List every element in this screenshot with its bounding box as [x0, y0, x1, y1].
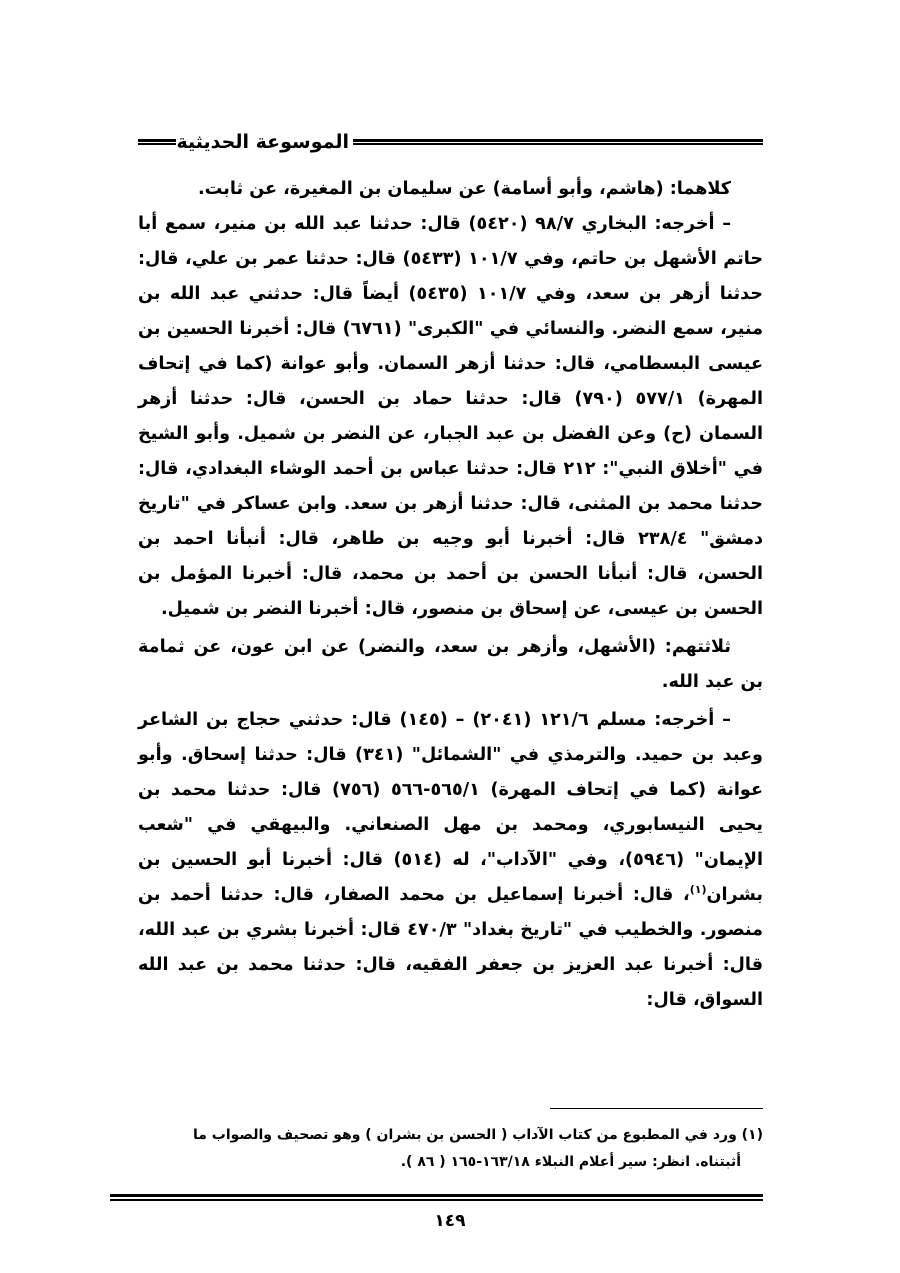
- text-line: المهرة) ٥٧٧/١ (٧٩٠) قال: حدثنا حماد بن الحسن، قال: حدثنا أزهر السمان: [138, 389, 764, 444]
- footnotes: [138, 1122, 763, 1176]
- text-line: قال: حدثنا أزهر بن سعد، وفي ١٠١/٧ (٥٤٣٥) أيضاً قال: حدثني عبد الله: [138, 249, 763, 304]
- text-line: منصور، قال: أخبرنا النضر بن شميل.: [160, 599, 475, 619]
- text-line: بن أحمد بن محمد، قال: أخبرنا المؤمل بن الحسن بن عيسى، عن إسحاق بن: [138, 564, 763, 619]
- paragraph-4: [138, 703, 763, 1018]
- header-rule-right: [353, 139, 763, 145]
- header-rule-left: [138, 139, 176, 145]
- text-line: بن عيسى البسطامي، قال: حدثنا أزهر السمان. وأبو عوانة (كما في إتحاف: [138, 319, 763, 374]
- text-line: أبا حاتم الأشهل بن حاتم، وفي ١٠١/٧ (٥٤٣٣) قال: حدثنا عمر بن علي،: [138, 214, 764, 269]
- running-header: [138, 128, 763, 158]
- footnote-line-2: أثبتناه. انظر: سير أعلام النبلاء ١٦٣/١٨-١٦٥ ( ٨٦ ).: [400, 1154, 741, 1170]
- paragraph-3: [138, 630, 763, 700]
- text-line: قال: أخبرنا إسماعيل بن محمد الصفار، قال: حدثنا أحمد بن منصور.: [138, 885, 763, 940]
- text-line: (٥٩٤٦)، وفي "الآداب"، له (٥١٤) قال: أخبرنا أبو الحسين بن بشران: [138, 850, 763, 905]
- text-line: – أخرجه: البخاري ٩٨/٧ (٥٤٢٠) قال: حدثنا عبد الله بن منير، سمع: [164, 214, 731, 234]
- page-number: ١٤٩: [434, 1211, 466, 1231]
- main-text: [138, 172, 763, 1018]
- text-line: بن منير، سمع النضر. والنسائي في "الكبرى" (٦٧٦١) قال: أخبرنا الحسين: [138, 284, 763, 339]
- text-line: النبي": ٢١٢ قال: حدثنا عباس بن أحمد الوشاء البغدادي، قال: حدثنا محمد بن: [138, 459, 763, 514]
- text-line: بن عبد الله.: [661, 672, 763, 692]
- text-line: بن يحيى النيسابوري، ومحمد بن مهل الصنعاني. والبيهقي في "شعب الإيمان": [138, 780, 763, 870]
- text-line: ثلاثتهم: (الأشهل، وأزهر بن سعد، والنضر) عن ابن عون، عن ثمامة: [138, 637, 731, 657]
- text-line: قال: أخبرنا أبو وجيه بن طاهر، قال: أنبأنا احمد بن الحسن، قال: أنبأنا الحسن: [138, 529, 763, 584]
- text-line: الشاعر وعبد بن حميد. والترمذي في "الشمائل" (٣٤١) قال: حدثنا إسحاق.: [138, 710, 763, 765]
- text-line: كلاهما: (هاشم، وأبو أسامة) عن سليمان بن المغيرة، عن ثابت.: [197, 179, 731, 199]
- text-line: (ح) وعن الفضل بن عبد الجبار، عن النضر بن شميل. وأبو الشيخ في "أخلاق: [138, 424, 763, 479]
- footer-rule: [110, 1194, 763, 1201]
- paragraph-2: [138, 207, 763, 627]
- text-line: والخطيب في "تاريخ بغداد" ٤٧٠/٣ قال: أخبرنا بشري بن عبد الله، قال:: [138, 920, 763, 975]
- footnote-ref-trail: ،: [683, 885, 690, 905]
- text-line: – أخرجه: مسلم ١٢١/٦ (٢٠٤١) – (١٤٥) قال: حدثني حجاج بن: [206, 710, 731, 730]
- paragraph-1: [138, 172, 763, 207]
- footnote-reference: (١): [689, 883, 707, 897]
- footnote-separator: [550, 1108, 763, 1109]
- text-line: وأبو عوانة (كما في إتحاف المهرة) ٥٦٥/١-٥٦٦ (٧٥٦) قال: حدثنا محمد: [138, 745, 763, 800]
- text-line: المثنى، قال: حدثنا أزهر بن سعد. وابن عساكر في "تاريخ دمشق" ٢٣٨/٤: [138, 494, 763, 549]
- book-title: الموسوعة الحديثية: [176, 131, 349, 153]
- footnote-line-1: (١) ورد في المطبوع من كتاب الآداب ( الحسن بن بشران ) وهو تصحيف والصواب ما: [192, 1127, 763, 1143]
- text-line: أخبرنا عبد العزيز بن جعفر الفقيه، قال: حدثنا محمد بن عبد الله السواق، قال:: [138, 955, 763, 1010]
